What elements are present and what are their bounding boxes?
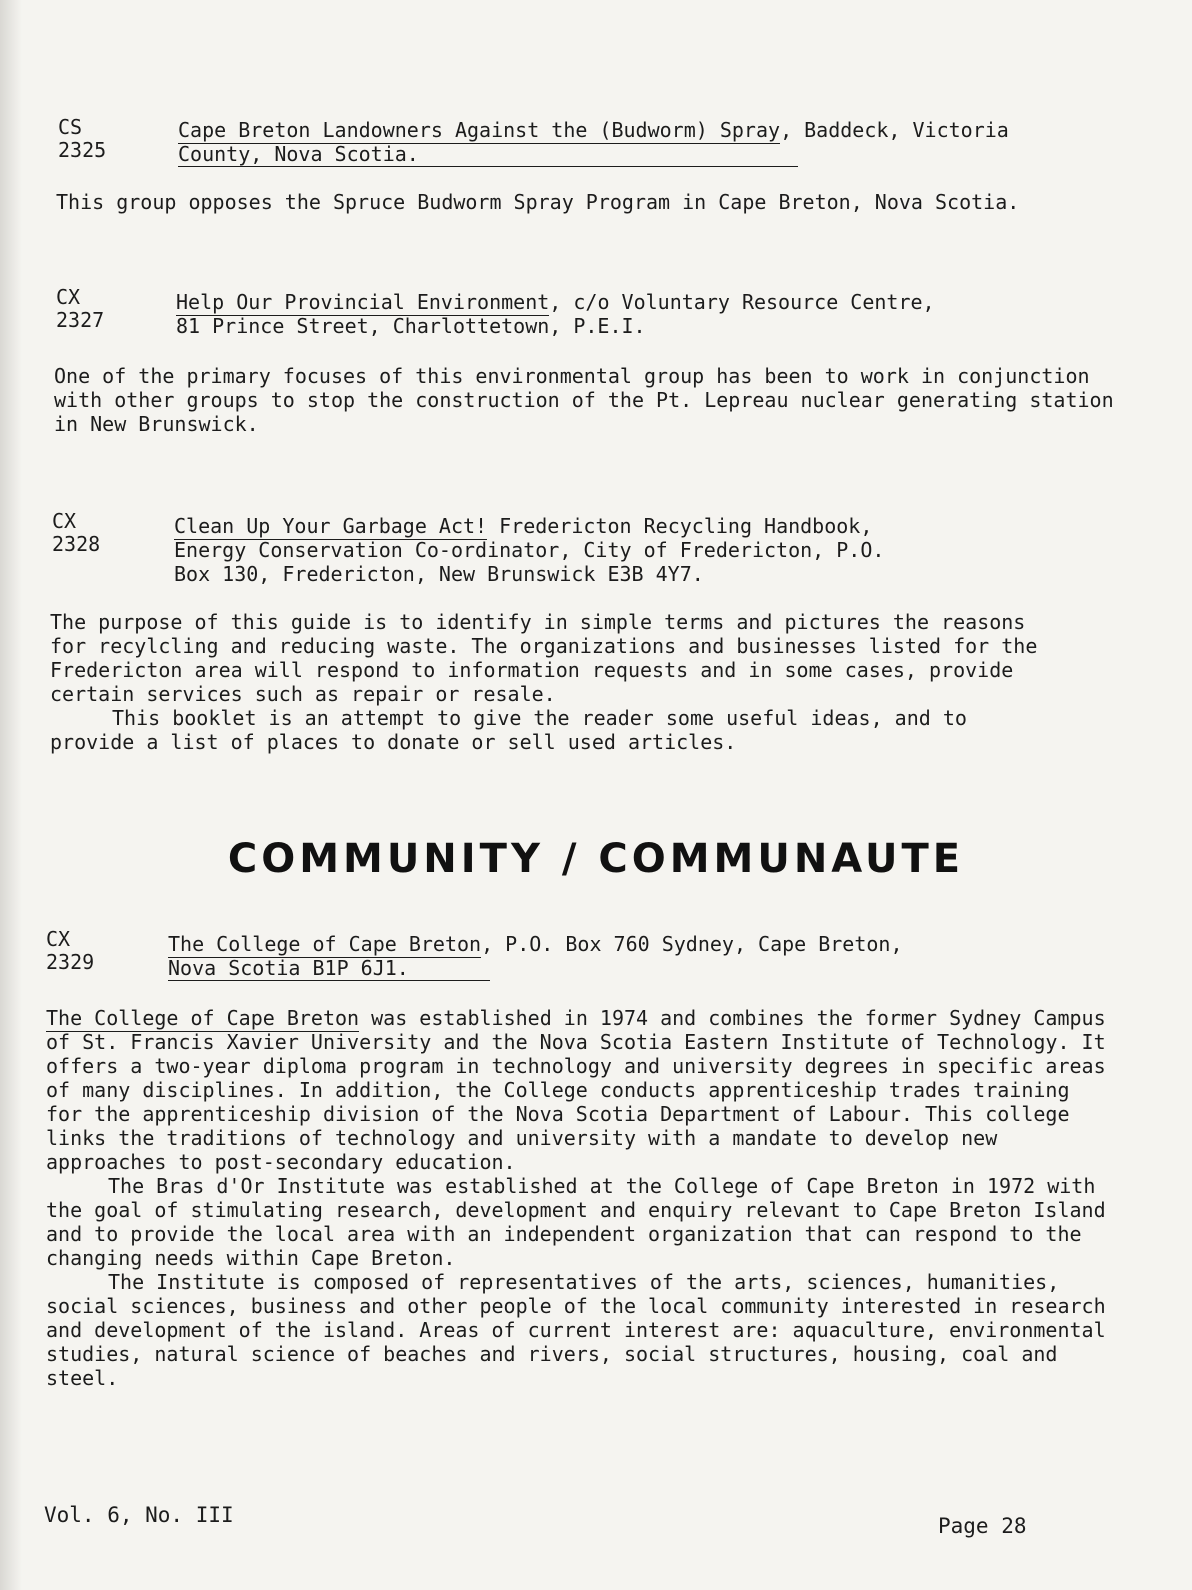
description-paragraph: One of the primary focuses of this environmental group has been to work in conjunction with other groups to stop the construction of the Pt. Lepreau nuclear generating station in New Brunswick. (54, 364, 1114, 436)
entry-citation-line1 (174, 514, 872, 538)
entry-citation-line2 (168, 956, 490, 981)
description-lead: The College of Cape Breton (46, 1006, 360, 1030)
entry-description (56, 190, 1056, 214)
description-paragraph: The Institute is composed of representatives of the arts, sciences, humanities, social sciences, business and other people of the local community interested in research and development of the island. Areas of current interest are: aquaculture, environmental studies, natural science of beaches and rivers, social structures, housing, coal and steel. (46, 1270, 1106, 1390)
entry-citation-line3 (174, 562, 704, 586)
entry-address: , P.O. Box 760 Sydney, Cape Breton, (481, 932, 903, 956)
code-number: 2328 (52, 532, 101, 556)
entry-code (56, 286, 104, 332)
entry-code (46, 928, 94, 974)
code-prefix: CX (46, 927, 71, 951)
entry-citation-line1 (168, 932, 903, 956)
footer-volume: Vol. 6, No. III (44, 1503, 234, 1527)
entry-code (52, 510, 100, 556)
code-number: 2325 (58, 138, 107, 162)
entry-title: Help Our Provincial Environment (176, 290, 550, 314)
code-prefix: CX (56, 285, 81, 309)
page-edge-shadow (0, 0, 22, 1590)
description-paragraph: The Bras d'Or Institute was established at the College of Cape Breton in 1972 with the goal of stimulating research, development and enquiry relevant to Cape Breton Island and to provide the local area with an independent organization that can respond to the changing needs within Cape Breton. (46, 1174, 1106, 1270)
code-number: 2329 (46, 950, 95, 974)
entry-code (58, 116, 106, 162)
entry-address: , Baddeck, Victoria (780, 118, 1009, 142)
entry-address-line3: Box 130, Fredericton, New Brunswick E3B 4Y7. (174, 562, 704, 586)
entry-description (54, 364, 1124, 436)
entry-description (46, 1006, 1106, 1390)
description-paragraph: This group opposes the Spruce Budworm Spray Program in Cape Breton, Nova Scotia. (56, 190, 1020, 214)
description-body: was established in 1974 and combines the former Sydney Campus of St. Francis Xavier University and the Nova Scotia Eastern Institute of Technology. It offers a two-year diploma program in technology and university degrees in specific areas of many disciplines. In addition, the College conducts apprenticeship trades training for the apprenticeship division of the Nova Scotia Department of Labour. This college links the traditions of technology and university with a mandate to develop new approaches to post-secondary education. (46, 1006, 1106, 1174)
entry-title: Clean Up Your Garbage Act! (174, 514, 488, 538)
entry-citation-line1 (176, 290, 935, 314)
description-paragraph (46, 1006, 1106, 1174)
entry-address-line2: Nova Scotia B1P 6J1. (168, 956, 409, 980)
entry-citation-line2 (178, 142, 798, 167)
entry-description (50, 610, 1060, 754)
entry-title: The College of Cape Breton (168, 932, 482, 956)
entry-address-line2: County, Nova Scotia. (178, 142, 419, 166)
code-number: 2327 (56, 308, 105, 332)
entry-citation-line2 (174, 538, 884, 562)
description-paragraph: This booklet is an attempt to give the reader some useful ideas, and to provide a list of places to donate or sell used articles. (50, 706, 967, 754)
entry-title: Cape Breton Landowners Against the (Budworm) Spray (178, 118, 781, 142)
code-prefix: CS (58, 115, 83, 139)
section-heading: COMMUNITY / COMMUNAUTE (227, 836, 965, 882)
description-paragraph: The purpose of this guide is to identify in simple terms and pictures the reasons for recylcling and reducing waste. The organizations and businesses listed for the Fredericton area will respond to information requests and in some cases, provide certain services such as repair or resale. (50, 610, 1038, 706)
entry-address-line2: Energy Conservation Co-ordinator, City of Fredericton, P.O. (174, 538, 885, 562)
entry-citation-line2 (176, 314, 646, 338)
entry-address: , c/o Voluntary Resource Centre, (549, 290, 935, 314)
entry-citation-line1 (178, 118, 1009, 142)
code-prefix: CX (52, 509, 77, 533)
entry-address-line2: 81 Prince Street, Charlottetown, P.E.I. (176, 314, 646, 338)
entry-address: Fredericton Recycling Handbook, (487, 514, 873, 538)
footer-page-number: Page 28 (938, 1514, 1027, 1538)
